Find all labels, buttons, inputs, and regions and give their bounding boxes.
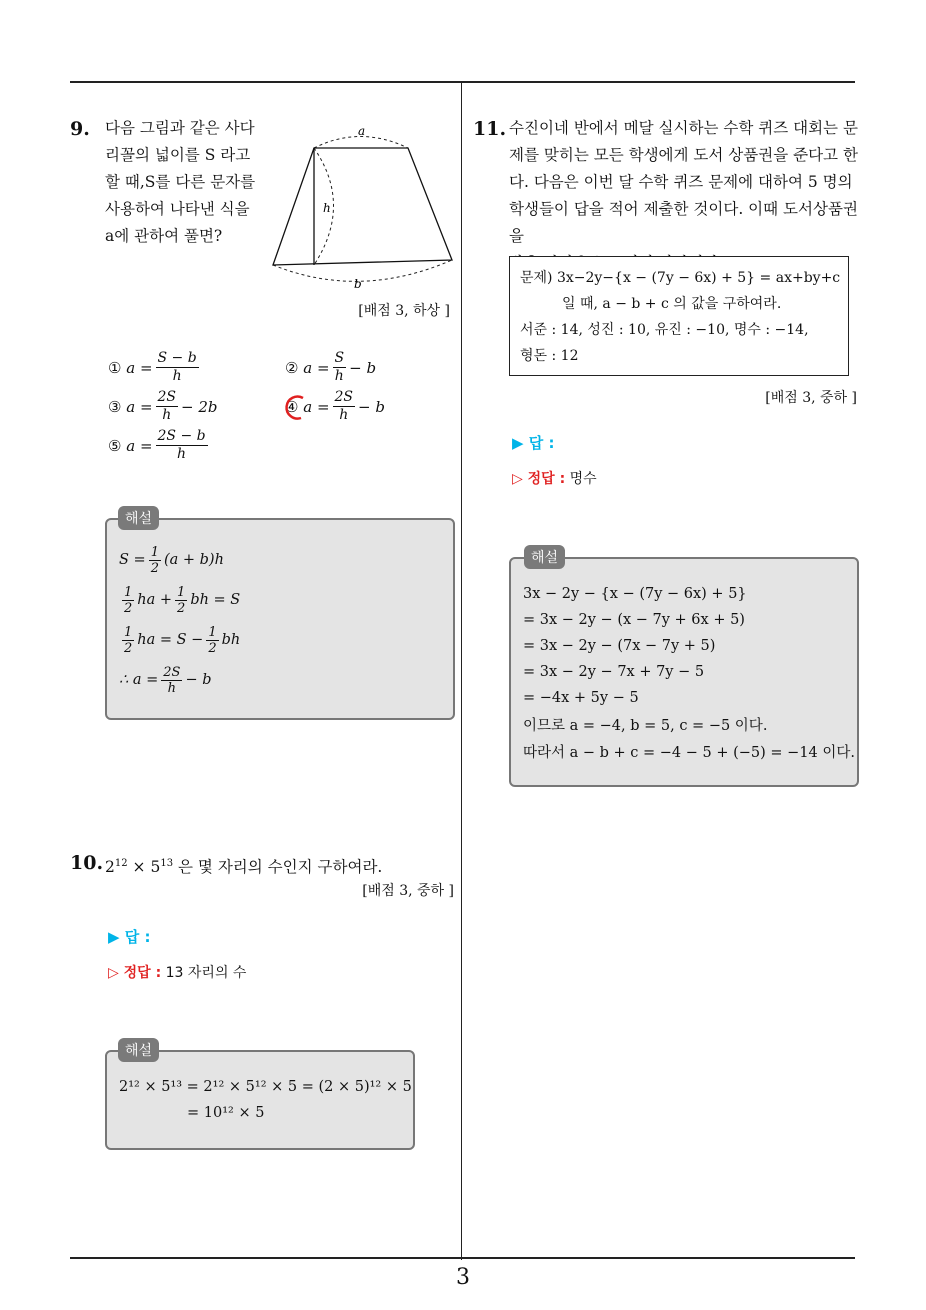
q11-problem-box xyxy=(509,256,849,376)
exp-line: $\frac{1}{2}$ ha + $\frac{1}{2}$ bh = S xyxy=(124,584,241,616)
choice-fraction: $\frac{2S}{h}$ xyxy=(157,389,177,423)
q9-text-line: 다음 그림과 같은 사다 xyxy=(105,119,255,137)
q11-text-line: 수진이네 반에서 메달 실시하는 수학 퀴즈 대회는 문 xyxy=(509,119,858,137)
exp-line: = 10¹² × 5 xyxy=(187,1105,265,1121)
exp-line: 이므로 a = −4, b = 5, c = −5 이다. xyxy=(523,718,768,734)
q9-text-line: 사용하여 나타낸 식을 xyxy=(105,200,250,218)
exp-line: 2¹² × 5¹³ = 2¹² × 5¹² × 5 = (2 × 5)¹² × 5 xyxy=(119,1079,412,1095)
choice-tail: − 2b xyxy=(181,397,218,416)
q11-explanation-box xyxy=(509,557,859,787)
choice-tail: − b xyxy=(349,358,377,377)
q10-text: $2^{12} \times 5^{13}$ 은 몇 자리의 수인지 구하여라. xyxy=(105,858,383,877)
choice-lhs: a = xyxy=(126,397,153,416)
figure-label-a: a xyxy=(358,124,366,138)
q10-correct-answer xyxy=(108,962,246,982)
q9-choice-2[interactable] xyxy=(285,350,376,385)
q9-text-line: 할 때,S를 다른 문자를 xyxy=(105,173,256,191)
q11-number: 11. xyxy=(473,118,507,140)
correct-label: ▷ 정답 : xyxy=(512,471,566,487)
figure-label-b: b xyxy=(354,277,362,291)
q11-mark: [배점 3, 중하 ] xyxy=(765,390,857,406)
q9-mark: [배점 3, 하상 ] xyxy=(358,303,450,319)
exp-line: 따라서 a − b + c = −4 − 5 + (−5) = −14 이다. xyxy=(523,745,856,761)
column-divider xyxy=(461,83,462,1260)
exp-line: S = $\frac{1}{2}$ (a + b)h xyxy=(119,544,224,576)
q11-text-line: 학생들이 답을 적어 제출한 것이다. 이때 도서상품권을 xyxy=(509,200,858,245)
choice-number: ① xyxy=(108,358,122,377)
choice-fraction: $\frac{S - b}{h}$ xyxy=(157,350,197,384)
q10-number: 10. xyxy=(70,852,104,874)
q11-answer-label: ▶ 답 : xyxy=(512,434,555,452)
q9-text xyxy=(105,115,280,250)
top-rule xyxy=(70,81,855,83)
exp-line: = −4x + 5y − 5 xyxy=(523,690,639,706)
trapezoid-figure xyxy=(268,120,458,295)
choice-fraction: $\frac{2S}{h}$ xyxy=(334,389,354,423)
exp-line: 3x − 2y − {x − (7y − 6x) + 5} xyxy=(523,586,747,602)
problem-line: 문제) 3x−2y−{x − (7y − 6x) + 5} = ax+by+c xyxy=(520,270,841,286)
q9-choice-1[interactable] xyxy=(108,350,202,385)
choice-number: ④ xyxy=(285,398,298,416)
exp-line: $\frac{1}{2}$ ha = S − $\frac{1}{2}$ bh xyxy=(124,624,241,656)
choice-number: ② xyxy=(285,358,299,377)
choice-lhs: a = xyxy=(303,397,330,416)
problem-line: 일 때, a − b + c 의 값을 구하여라. xyxy=(562,296,782,312)
choice-fraction: $\frac{S}{h}$ xyxy=(334,350,345,384)
choice-number: ⑤ xyxy=(108,436,122,455)
choice-lhs: a = xyxy=(126,436,153,455)
q11-explanation-label: 해설 xyxy=(524,545,565,569)
choice-number: ③ xyxy=(108,397,122,416)
selected-circle-icon xyxy=(279,391,309,423)
q11-text-line: 제를 맞히는 모든 학생에게 도서 상품권을 준다고 한 xyxy=(509,146,858,164)
q9-choice-3[interactable] xyxy=(108,389,218,424)
correct-value: 명수 xyxy=(569,471,597,487)
q9-choice-5[interactable] xyxy=(108,428,211,463)
q11-text-line: 다. 다음은 이번 달 수학 퀴즈 문제에 대하여 5 명의 xyxy=(509,173,853,191)
choice-tail: − b xyxy=(358,397,385,416)
bottom-rule xyxy=(70,1257,855,1259)
correct-value: 13 자리의 수 xyxy=(165,965,247,981)
q11-correct-answer xyxy=(512,468,597,488)
q10-answer-label: ▶ 답 : xyxy=(108,928,151,946)
q10-mark: [배점 3, 중하 ] xyxy=(362,883,454,899)
exp-line: = 3x − 2y − (x − 7y + 6x + 5) xyxy=(523,612,745,628)
q9-number: 9. xyxy=(70,118,90,140)
q10-explanation-box xyxy=(105,1050,415,1150)
problem-line: 형돈 : 12 xyxy=(520,348,579,364)
figure-label-h: h xyxy=(323,201,331,215)
exp-line: = 3x − 2y − (7x − 7y + 5) xyxy=(523,638,716,654)
problem-line: 서준 : 14, 성진 : 10, 유진 : −10, 명수 : −14, xyxy=(520,322,809,338)
choice-lhs: a = xyxy=(126,358,153,377)
exp-line: = 3x − 2y − 7x + 7y − 5 xyxy=(523,664,705,680)
q11-text xyxy=(509,115,859,277)
q9-text-line: 리꼴의 넓이를 S 라고 xyxy=(105,146,251,164)
choice-fraction: $\frac{2S - b}{h}$ xyxy=(157,428,206,462)
q9-choice-4-selected[interactable] xyxy=(285,389,385,424)
q9-text-line: a에 관하여 풀면? xyxy=(105,227,223,245)
exp-line: ∴ a = $\frac{2S}{h}$ − b xyxy=(119,664,212,696)
correct-label: ▷ 정답 : xyxy=(108,965,162,981)
q10-explanation-label: 해설 xyxy=(118,1038,159,1062)
q9-explanation-box xyxy=(105,518,455,720)
choice-lhs: a = xyxy=(303,358,330,377)
q9-explanation-label: 해설 xyxy=(118,506,159,530)
page-number: 3 xyxy=(456,1265,470,1290)
